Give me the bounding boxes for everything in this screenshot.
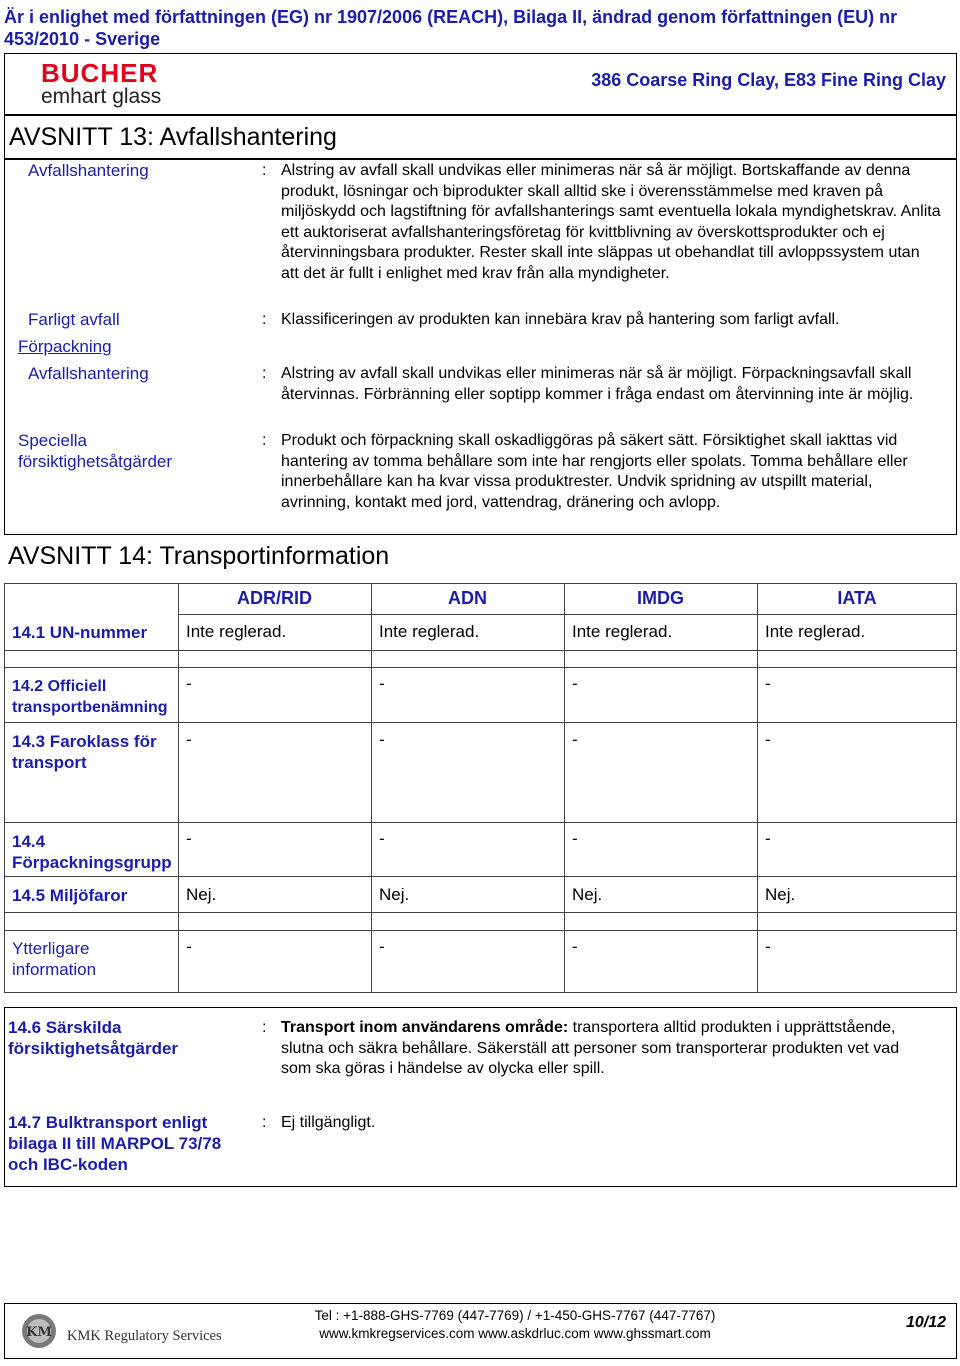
regulation-header-line-2: 453/2010 - Sverige bbox=[4, 29, 161, 49]
table-cell: - bbox=[379, 674, 385, 693]
product-name: 386 Coarse Ring Clay, E83 Fine Ring Clay bbox=[591, 70, 946, 90]
table-cell: Nej. bbox=[186, 885, 217, 904]
header-box bbox=[4, 53, 957, 115]
regulation-header-line-1: Är i enlighet med författningen (EG) nr 1907/2006 (REACH), Bilaga II, ändrad genom författningen (EU) nr bbox=[4, 7, 898, 27]
svg-text:KM: KM bbox=[26, 1325, 52, 1340]
table-cell: Inte reglerad. bbox=[186, 622, 287, 641]
page-number: 10/12 bbox=[905, 1314, 946, 1331]
hazardous-waste-text: Klassificeringen av produkten kan innebära krav på hantering som farligt avfall. bbox=[281, 311, 840, 328]
colon: : bbox=[262, 311, 267, 328]
table-cell: - bbox=[379, 937, 385, 956]
packaging-waste-handling-label: Avfallshantering bbox=[28, 364, 149, 383]
table-cell: - bbox=[186, 674, 192, 693]
table-cell: - bbox=[765, 674, 771, 693]
table-cell: - bbox=[765, 829, 771, 848]
transport-user-premises-text: transportera alltid produkten i upprättstående, slutna och säkra behållare. Säkerställ att personer som transporterar produkten vet vad som ska göras i händelse av olycka eller spill. bbox=[281, 1019, 900, 1077]
table-cell: - bbox=[186, 829, 192, 848]
table-cell: Nej. bbox=[765, 885, 796, 904]
column-header-adr-rid: ADR/RID bbox=[237, 588, 312, 608]
hazardous-waste-label: Farligt avfall bbox=[28, 310, 120, 329]
section-14-title: AVSNITT 14: Transportinformation bbox=[8, 542, 390, 570]
bulk-transport-label: 14.7 Bulktransport enligt bilaga II till MARPOL 73/78 och IBC-koden bbox=[8, 1113, 222, 1174]
colon: : bbox=[262, 432, 267, 449]
table-cell: - bbox=[186, 730, 192, 749]
waste-handling-label: Avfallshantering bbox=[28, 161, 149, 180]
row-label-additional-info: Ytterligare information bbox=[12, 939, 97, 979]
company-name: KMK Regulatory Services bbox=[67, 1328, 222, 1344]
special-precautions-user-label: 14.6 Särskilda försiktighetsåtgärder bbox=[8, 1018, 179, 1058]
column-header-adn: ADN bbox=[448, 588, 487, 608]
special-precautions-user-text bbox=[281, 1018, 921, 1080]
table-cell: - bbox=[186, 937, 192, 956]
table-cell: - bbox=[379, 829, 385, 848]
footer-websites: www.kmkregservices.com www.askdrluc.com www.ghssmart.com bbox=[319, 1326, 711, 1341]
footer-box bbox=[4, 1303, 957, 1359]
table-cell: Nej. bbox=[379, 885, 410, 904]
colon: : bbox=[262, 365, 267, 382]
bucher-logo: BUCHER bbox=[41, 58, 159, 88]
colon: : bbox=[262, 162, 267, 179]
column-header-imdg: IMDG bbox=[637, 588, 684, 608]
packaging-heading: Förpackning bbox=[18, 337, 112, 356]
section-13-title: AVSNITT 13: Avfallshantering bbox=[9, 123, 337, 151]
table-cell: Nej. bbox=[572, 885, 603, 904]
table-cell: - bbox=[572, 674, 578, 693]
table-cell: - bbox=[765, 730, 771, 749]
bulk-transport-text: Ej tillgängligt. bbox=[281, 1114, 376, 1131]
table-cell: - bbox=[572, 829, 578, 848]
kmk-logo-icon bbox=[17, 1312, 61, 1350]
table-cell: Inte reglerad. bbox=[765, 622, 866, 641]
table-cell: - bbox=[572, 937, 578, 956]
table-cell: Inte reglerad. bbox=[379, 622, 480, 641]
row-label-hazard-class: 14.3 Faroklass för transport bbox=[12, 732, 157, 772]
table-cell: - bbox=[572, 730, 578, 749]
row-label-shipping-name: 14.2 Officiell transportbenämning bbox=[12, 678, 168, 716]
special-precautions-label: Speciella försiktighetsåtgärder bbox=[18, 431, 173, 471]
colon: : bbox=[262, 1019, 267, 1036]
colon: : bbox=[262, 1114, 267, 1131]
transport-user-premises-heading: Transport inom användarens område: bbox=[281, 1019, 569, 1036]
table-cell: - bbox=[379, 730, 385, 749]
row-label-packing-group: 14.4 Förpackningsgrupp bbox=[12, 832, 172, 872]
section-13-title-box bbox=[4, 115, 957, 159]
waste-handling-text: Alstring av avfall skall undvikas eller minimeras när så är möjligt. Bortskaffande av denna produkt, lösningar och biprodukter skall alltid ske i överensstämmelse med kraven på miljöskydd och lagstiftning för avfallshanterings samt eventuella lokala myndighetskrav. Anlita ett auktoriserat avfallshanteringsföretag för kvittblivning av överskottsprodukter och ej återvinningsbara produkter. Rester skall inte släppas ut obehandlat till avloppssystem utan att det är fullt i enlighet med krav från alla myndigheter. bbox=[281, 162, 941, 282]
special-precautions-text: Produkt och förpackning skall oskadliggöras på säkert sätt. Försiktighet skall iakttas vid hantering av tomma behållare som inte har rengjorts eller spolats. Tomma behållare eller innerbehållare kan ha kvar vissa produktrester. Undvik spridning av utspillt material, avrinning, kontakt med jord, vattendrag, dränering och avlopp. bbox=[281, 432, 908, 511]
footer-phone: Tel : +1-888-GHS-7769 (447-7769) / +1-450-GHS-7767 (447-7767) bbox=[314, 1308, 716, 1323]
row-label-environmental-hazards: 14.5 Miljöfaror bbox=[12, 886, 128, 905]
packaging-waste-handling-text: Alstring av avfall skall undvikas eller minimeras när så är möjligt. Förpackningsavfall skall återvinnas. Förbränning eller soptipp kommer i fråga endast om återvinning inte är möjlig. bbox=[281, 365, 914, 403]
table-cell: Inte reglerad. bbox=[572, 622, 673, 641]
emhart-glass-logo: emhart glass bbox=[41, 85, 162, 108]
row-label-un-number: 14.1 UN-nummer bbox=[12, 623, 148, 642]
table-cell: - bbox=[765, 937, 771, 956]
column-header-iata: IATA bbox=[837, 588, 877, 608]
